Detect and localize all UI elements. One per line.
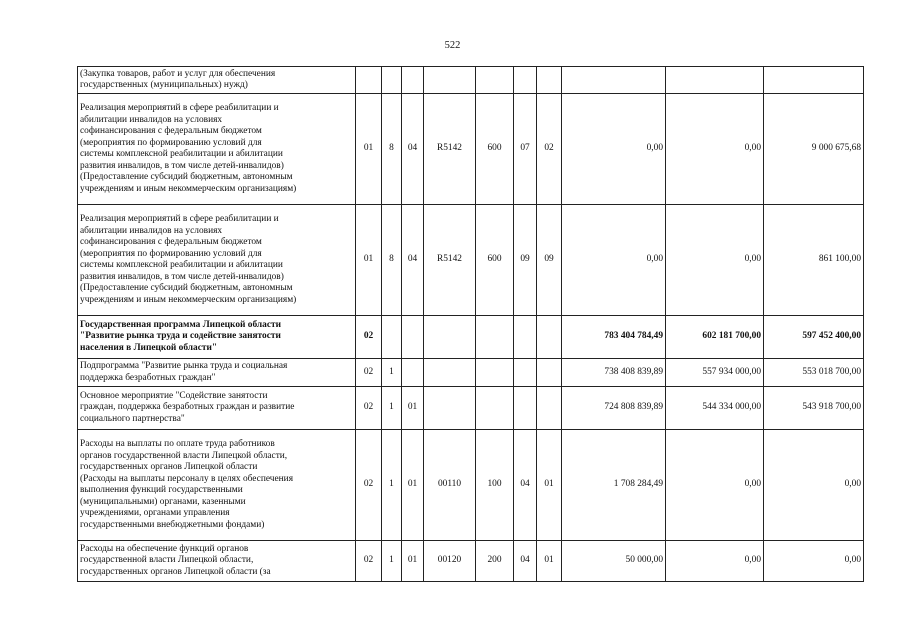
amount-cell: 544 334 000,00 — [666, 387, 764, 430]
table-row — [78, 316, 864, 359]
amount-cell: 597 452 400,00 — [764, 316, 864, 359]
row-description — [78, 387, 356, 430]
code-cell: 1 — [382, 430, 402, 541]
code-cell — [382, 316, 402, 359]
page-number: 522 — [444, 40, 461, 51]
amount-cell — [666, 67, 764, 94]
code-cell: 1 — [382, 541, 402, 582]
amount-cell: 0,00 — [666, 541, 764, 582]
code-cell — [537, 387, 562, 430]
table-row — [78, 430, 864, 541]
amount-cell: 543 918 700,00 — [764, 387, 864, 430]
code-cell — [476, 67, 514, 94]
code-cell — [514, 387, 537, 430]
amount-cell: 861 100,00 — [764, 205, 864, 316]
code-cell: 04 — [514, 541, 537, 582]
code-cell: 01 — [402, 387, 424, 430]
table-row — [78, 541, 864, 582]
amount-cell: 1 708 284,49 — [562, 430, 666, 541]
code-cell — [514, 316, 537, 359]
code-cell: 600 — [476, 94, 514, 205]
code-cell — [476, 316, 514, 359]
row-description — [78, 316, 356, 359]
code-cell — [402, 67, 424, 94]
amount-cell: 724 808 839,89 — [562, 387, 666, 430]
amount-cell — [562, 67, 666, 94]
amount-cell: 557 934 000,00 — [666, 359, 764, 387]
code-cell: 00120 — [424, 541, 476, 582]
code-cell — [402, 316, 424, 359]
budget-table — [77, 66, 864, 582]
code-cell: 01 — [356, 205, 382, 316]
table-row — [78, 205, 864, 316]
row-description — [78, 359, 356, 387]
code-cell — [476, 359, 514, 387]
code-cell: 200 — [476, 541, 514, 582]
code-cell: 02 — [356, 541, 382, 582]
amount-cell: 0,00 — [666, 94, 764, 205]
code-cell: 02 — [356, 430, 382, 541]
code-cell: R5142 — [424, 205, 476, 316]
amount-cell: 783 404 784,49 — [562, 316, 666, 359]
code-cell: 01 — [537, 430, 562, 541]
row-description — [78, 430, 356, 541]
amount-cell: 0,00 — [666, 430, 764, 541]
code-cell: 02 — [356, 316, 382, 359]
code-cell: 07 — [514, 94, 537, 205]
code-cell — [382, 67, 402, 94]
code-cell — [537, 67, 562, 94]
row-description — [78, 205, 356, 316]
code-cell: 04 — [402, 205, 424, 316]
code-cell: 1 — [382, 359, 402, 387]
code-cell: 00110 — [424, 430, 476, 541]
row-description — [78, 94, 356, 205]
amount-cell: 738 408 839,89 — [562, 359, 666, 387]
table-row — [78, 359, 864, 387]
row-description-text: Расходы на выплаты по оплате труда работников органов государственной власти Липецкой области, государственных органов Липецкой области (Расходы на выплаты персоналу в целях обеспечения выполнения функций государственными (муниципальными) органами, казенными учреждениями, органами управления государственными внебюджетными фондами) — [80, 439, 294, 530]
code-cell: 100 — [476, 430, 514, 541]
row-description-text: Государственная программа Липецкой области "Развитие рынка труда и содействие занятости населения в Липецкой области" — [80, 319, 282, 353]
code-cell: R5142 — [424, 94, 476, 205]
code-cell: 01 — [537, 541, 562, 582]
row-description-text: Основное мероприятие "Содействие занятости граждан, поддержка безработных граждан и развитие социального партнерства" — [80, 390, 295, 424]
row-description-text: Реализация мероприятий в сфере реабилитации и абилитации инвалидов на условиях софинансирования с федеральным бюджетом (мероприятия по формированию условий для системы комплексной реабилитации и абилитации развития инвалидов, в том числе детей-инвалидов) (Предоставление субсидий бюджетным, автономным учреждениям и иным некоммерческим организациям) — [80, 103, 297, 194]
code-cell — [514, 67, 537, 94]
row-description-text: Подпрограмма "Развитие рынка труда и социальная поддержка безработных граждан" — [80, 361, 288, 383]
amount-cell: 0,00 — [764, 541, 864, 582]
amount-cell: 602 181 700,00 — [666, 316, 764, 359]
code-cell: 600 — [476, 205, 514, 316]
code-cell: 02 — [356, 387, 382, 430]
code-cell: 01 — [402, 430, 424, 541]
code-cell — [424, 67, 476, 94]
code-cell — [356, 67, 382, 94]
amount-cell: 50 000,00 — [562, 541, 666, 582]
row-description — [78, 67, 356, 94]
code-cell — [537, 359, 562, 387]
amount-cell: 0,00 — [764, 430, 864, 541]
code-cell — [514, 359, 537, 387]
amount-cell: 9 000 675,68 — [764, 94, 864, 205]
code-cell: 1 — [382, 387, 402, 430]
code-cell — [537, 316, 562, 359]
code-cell: 04 — [514, 430, 537, 541]
amount-cell: 553 018 700,00 — [764, 359, 864, 387]
code-cell: 02 — [537, 94, 562, 205]
code-cell — [402, 359, 424, 387]
row-description-text: (Закупка товаров, работ и услуг для обеспечения государственных (муниципальных) нужд) — [80, 68, 276, 90]
table-row — [78, 94, 864, 205]
row-description — [78, 541, 356, 582]
code-cell — [476, 387, 514, 430]
code-cell — [424, 316, 476, 359]
amount-cell — [764, 67, 864, 94]
code-cell: 02 — [356, 359, 382, 387]
code-cell: 8 — [382, 205, 402, 316]
code-cell: 09 — [537, 205, 562, 316]
code-cell — [424, 387, 476, 430]
row-description-text: Реализация мероприятий в сфере реабилитации и абилитации инвалидов на условиях софинансирования с федеральным бюджетом (мероприятия по формированию условий для системы комплексной реабилитации и абилитации развития инвалидов, в том числе детей-инвалидов) (Предоставление субсидий бюджетным, автономным учреждениям и иным некоммерческим организациям) — [80, 214, 297, 305]
table-row — [78, 67, 864, 94]
amount-cell: 0,00 — [562, 94, 666, 205]
code-cell — [424, 359, 476, 387]
amount-cell: 0,00 — [666, 205, 764, 316]
code-cell: 04 — [402, 94, 424, 205]
code-cell: 01 — [402, 541, 424, 582]
row-description-text: Расходы на обеспечение функций органов государственной власти Липецкой области, государственных органов Липецкой области (за — [80, 543, 271, 577]
table-row — [78, 387, 864, 430]
amount-cell: 0,00 — [562, 205, 666, 316]
code-cell: 01 — [356, 94, 382, 205]
code-cell: 8 — [382, 94, 402, 205]
code-cell: 09 — [514, 205, 537, 316]
